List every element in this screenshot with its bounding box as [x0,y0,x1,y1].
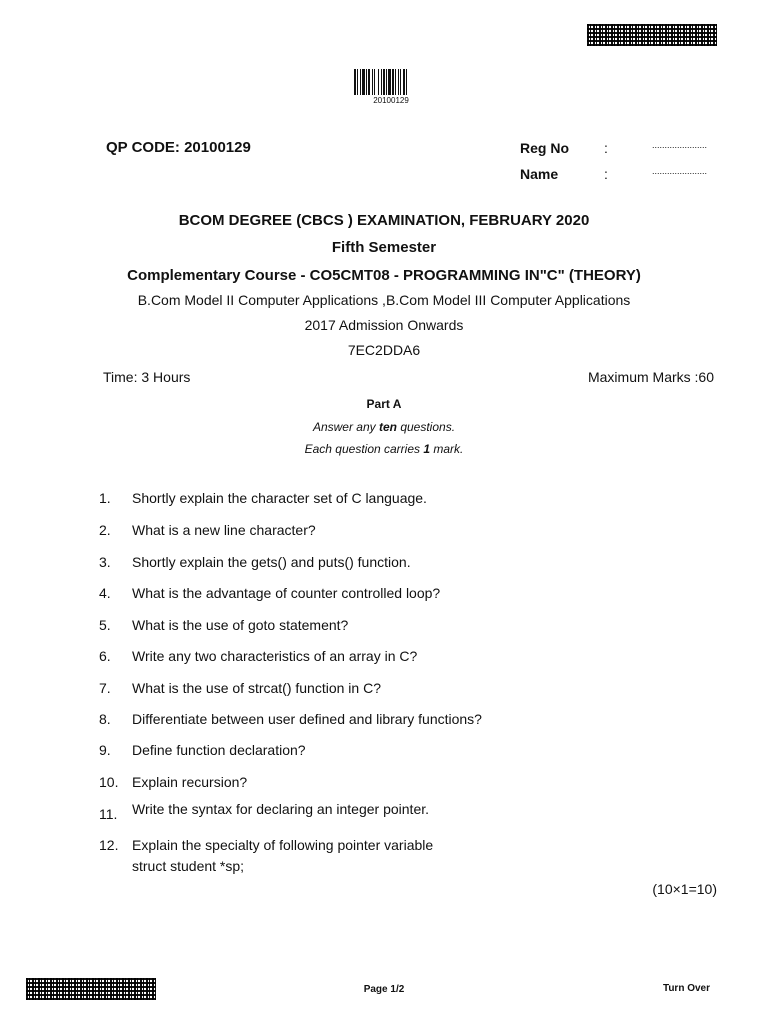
programmes: B.Com Model II Computer Applications ,B.Com Model III Computer Applications [137,292,631,308]
question-number: 5. [99,617,111,633]
instruction-1-post: questions. [396,420,456,434]
paper-code: 7EC2DDA6 [347,342,421,358]
center-barcode [354,69,428,95]
question-number: 11. [99,806,118,822]
part-heading: Part A [366,397,402,411]
question-text: What is a new line character? [132,522,316,538]
top-right-barcode [587,24,717,46]
instruction-1 [0,420,768,434]
question-text: Differentiate between user defined and library functions? [132,711,482,727]
reg-no-dots: ...................... [652,140,708,150]
question-text: Write the syntax for declaring an integer pointer. [132,801,430,817]
question-number: 8. [99,711,111,727]
instruction-2-pre: Each question carries [304,442,424,456]
barcode-number: 20100129 [373,96,409,105]
question-text: What is the use of goto statement? [132,617,349,633]
instruction-1-bold: ten [378,420,397,434]
semester: Fifth Semester [331,239,437,256]
question-number: 9. [99,742,111,758]
time: Time: 3 Hours [103,369,191,385]
question-number: 4. [99,585,111,601]
question-text: What is the advantage of counter controlled loop? [132,585,441,601]
question-number: 1. [99,490,111,506]
name-dots: ...................... [652,166,708,176]
max-marks: Maximum Marks :60 [587,369,714,385]
page-number: Page 1/2 [363,984,405,995]
instruction-2-bold: 1 [423,442,431,456]
exam-title: BCOM DEGREE (CBCS ) EXAMINATION, FEBRUARY 2020 [178,212,590,229]
name-colon: : [604,166,608,182]
question-number: 10. [99,774,119,790]
question-text: What is the use of strcat() function in C? [132,680,381,696]
question-text: Explain the specialty of following pointer variable [132,837,434,853]
name-label: Name [520,166,559,182]
course-title: Complementary Course - CO5CMT08 - PROGRAMMING IN"C" (THEORY) [127,267,641,284]
barcode-bar [406,69,407,95]
instruction-1-pre: Answer any [312,420,379,434]
question-text: Shortly explain the gets() and puts() function. [132,554,411,570]
qp-code: QP CODE: 20100129 [106,139,251,156]
question-text: Write any two characteristics of an array in C? [132,648,418,664]
instruction-2 [0,442,768,456]
reg-no-colon: : [604,140,608,156]
question-text: Shortly explain the character set of C language. [132,490,427,506]
question-number: 6. [99,648,111,664]
question-number: 3. [99,554,111,570]
reg-no-label: Reg No [520,140,569,156]
question-text: Define function declaration? [132,742,306,758]
question-number: 2. [99,522,111,538]
question-number: 7. [99,680,111,696]
admission: 2017 Admission Onwards [304,317,464,333]
question-number: 12. [99,837,119,853]
instruction-2-post: mark. [430,442,464,456]
turn-over: Turn Over [662,983,710,994]
question-code: struct student *sp; [132,858,245,874]
question-text: Explain recursion? [132,774,248,790]
marks-summary: (10×1=10) [652,881,717,897]
